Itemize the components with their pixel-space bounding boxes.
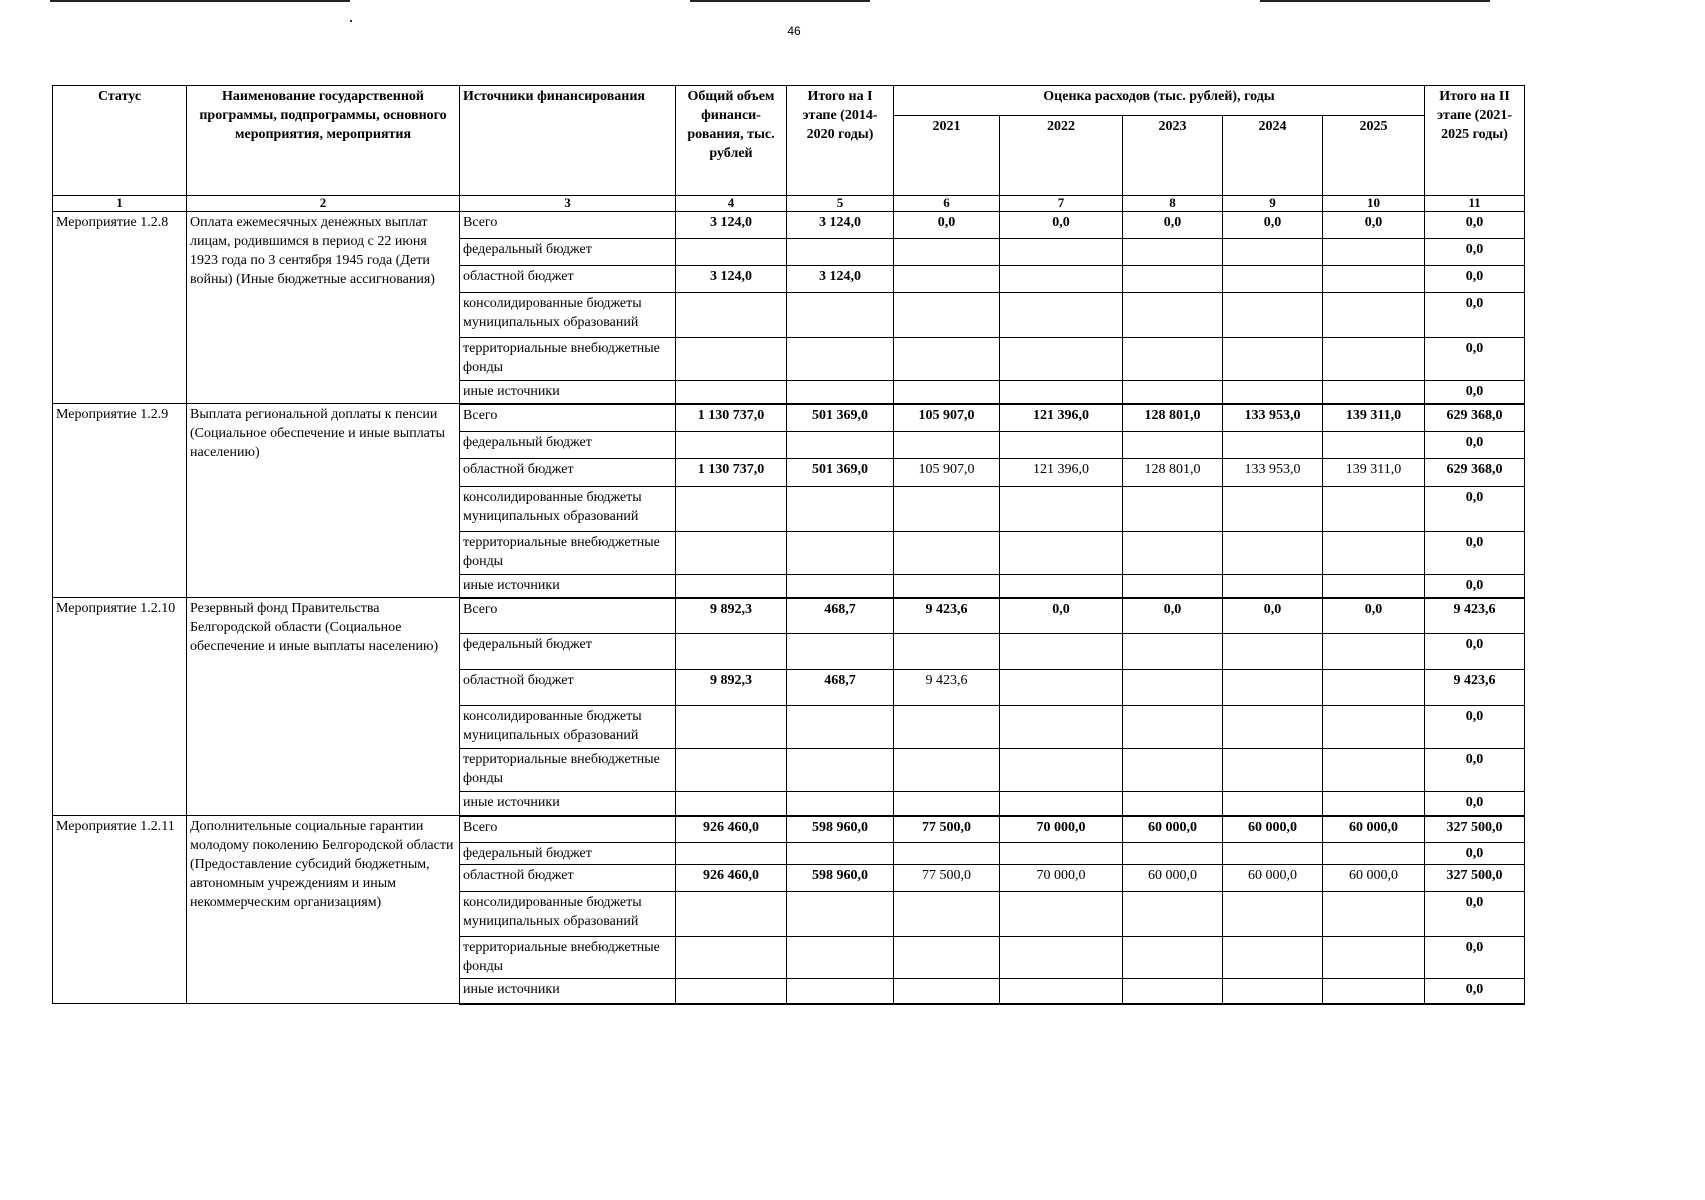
amount-cell <box>676 979 787 1004</box>
amount-cell <box>1223 937 1323 979</box>
amount-cell <box>787 575 894 598</box>
amount-cell: 60 000,0 <box>1223 865 1323 892</box>
amount-cell <box>1123 532 1223 575</box>
amount-cell <box>894 706 1000 749</box>
amount-cell: 0,0 <box>1425 706 1525 749</box>
amount-cell <box>1323 575 1425 598</box>
amount-cell: 105 907,0 <box>894 459 1000 487</box>
amount-cell <box>894 792 1000 816</box>
amount-cell <box>1323 338 1425 381</box>
amount-cell <box>676 532 787 575</box>
activity-status: Мероприятие 1.2.9 <box>53 404 187 598</box>
amount-cell <box>787 293 894 338</box>
amount-cell <box>676 892 787 937</box>
amount-cell <box>1000 532 1123 575</box>
amount-cell: 0,0 <box>1123 212 1223 239</box>
amount-cell <box>787 979 894 1004</box>
scan-speck <box>350 20 352 22</box>
amount-cell <box>676 381 787 404</box>
amount-cell: 133 953,0 <box>1223 459 1323 487</box>
amount-cell: 60 000,0 <box>1123 865 1223 892</box>
funding-source: консолидированные бюджеты муниципальных образований <box>460 892 676 937</box>
activity-name: Оплата ежемесячных денежных выплат лицам, родившимся в период с 22 июня 1923 года по 3 сентября 1945 года (Дети войны) (Иные бюджетные ассигнования) <box>187 212 460 404</box>
amount-cell: 629 368,0 <box>1425 404 1525 432</box>
amount-cell <box>894 266 1000 293</box>
amount-cell: 327 500,0 <box>1425 865 1525 892</box>
amount-cell: 9 423,6 <box>894 598 1000 634</box>
amount-cell <box>1000 239 1123 266</box>
amount-cell <box>1223 532 1323 575</box>
amount-cell <box>1123 937 1223 979</box>
amount-cell <box>676 338 787 381</box>
amount-cell: 468,7 <box>787 598 894 634</box>
header-stage2: Итого на II этапе (2021-2025 годы) <box>1425 86 1525 196</box>
amount-cell <box>1223 575 1323 598</box>
amount-cell <box>1323 266 1425 293</box>
header-year: 2025 <box>1323 116 1425 196</box>
amount-cell <box>1123 749 1223 792</box>
amount-cell: 327 500,0 <box>1425 816 1525 843</box>
scan-top-line <box>50 0 350 2</box>
amount-cell <box>676 575 787 598</box>
amount-cell <box>787 706 894 749</box>
amount-cell: 133 953,0 <box>1223 404 1323 432</box>
amount-cell <box>787 487 894 532</box>
amount-cell: 3 124,0 <box>676 212 787 239</box>
funding-source: иные источники <box>460 381 676 404</box>
column-index: 7 <box>1000 196 1123 212</box>
amount-cell <box>787 792 894 816</box>
amount-cell: 0,0 <box>1425 575 1525 598</box>
amount-cell <box>1000 749 1123 792</box>
amount-cell <box>1323 487 1425 532</box>
column-index: 6 <box>894 196 1000 212</box>
amount-cell: 1 130 737,0 <box>676 404 787 432</box>
activity-name: Выплата региональной доплаты к пенсии (Социальное обеспечение и иные выплаты населению) <box>187 404 460 598</box>
funding-source: федеральный бюджет <box>460 634 676 670</box>
amount-cell <box>787 634 894 670</box>
amount-cell: 60 000,0 <box>1223 816 1323 843</box>
amount-cell: 60 000,0 <box>1323 865 1425 892</box>
amount-cell: 121 396,0 <box>1000 404 1123 432</box>
amount-cell: 0,0 <box>1425 792 1525 816</box>
funding-source: областной бюджет <box>460 670 676 706</box>
amount-cell: 0,0 <box>1000 212 1123 239</box>
amount-cell <box>787 338 894 381</box>
amount-cell <box>1223 634 1323 670</box>
amount-cell: 0,0 <box>1223 212 1323 239</box>
amount-cell <box>1000 381 1123 404</box>
amount-cell <box>1123 239 1223 266</box>
amount-cell <box>894 937 1000 979</box>
funding-source: консолидированные бюджеты муниципальных образований <box>460 487 676 532</box>
header-name: Наименование государственной программы, подпрограммы, основного мероприятия, мероприятия <box>187 86 460 196</box>
column-index: 10 <box>1323 196 1425 212</box>
amount-cell: 9 892,3 <box>676 598 787 634</box>
amount-cell: 598 960,0 <box>787 816 894 843</box>
amount-cell <box>1000 634 1123 670</box>
header-year: 2022 <box>1000 116 1123 196</box>
amount-cell: 0,0 <box>1425 381 1525 404</box>
amount-cell <box>894 239 1000 266</box>
amount-cell <box>1223 843 1323 865</box>
funding-source: территориальные внебюджетные фонды <box>460 937 676 979</box>
amount-cell: 501 369,0 <box>787 404 894 432</box>
amount-cell <box>1000 575 1123 598</box>
amount-cell: 9 423,6 <box>1425 670 1525 706</box>
amount-cell: 468,7 <box>787 670 894 706</box>
amount-cell <box>1323 381 1425 404</box>
amount-cell: 0,0 <box>1425 843 1525 865</box>
column-index: 8 <box>1123 196 1223 212</box>
column-index: 3 <box>460 196 676 212</box>
amount-cell <box>894 575 1000 598</box>
amount-cell <box>1223 381 1323 404</box>
amount-cell: 598 960,0 <box>787 865 894 892</box>
amount-cell: 629 368,0 <box>1425 459 1525 487</box>
scan-top-line <box>1260 0 1490 2</box>
amount-cell: 9 892,3 <box>676 670 787 706</box>
amount-cell <box>676 749 787 792</box>
column-index: 1 <box>53 196 187 212</box>
amount-cell <box>1123 487 1223 532</box>
amount-cell <box>1323 979 1425 1004</box>
amount-cell <box>1323 937 1425 979</box>
activity-status: Мероприятие 1.2.10 <box>53 598 187 816</box>
amount-cell <box>1223 266 1323 293</box>
funding-source: областной бюджет <box>460 459 676 487</box>
column-index: 11 <box>1425 196 1525 212</box>
amount-cell: 139 311,0 <box>1323 404 1425 432</box>
amount-cell <box>1123 338 1223 381</box>
table-row <box>53 404 1525 432</box>
amount-cell <box>1000 670 1123 706</box>
amount-cell: 0,0 <box>1223 598 1323 634</box>
amount-cell <box>894 749 1000 792</box>
amount-cell <box>894 432 1000 459</box>
amount-cell <box>894 381 1000 404</box>
amount-cell <box>1323 532 1425 575</box>
table-row <box>53 816 1525 843</box>
amount-cell <box>787 239 894 266</box>
funding-source: территориальные внебюджетные фонды <box>460 338 676 381</box>
amount-cell <box>1223 338 1323 381</box>
amount-cell: 70 000,0 <box>1000 816 1123 843</box>
activity-name: Дополнительные социальные гарантии молодому поколению Белгородской области (Предоставление субсидий бюджетным, автономным учреждениям и иным некоммерческим организациям) <box>187 816 460 1004</box>
header-total: Общий объем финанси-рования, тыс. рублей <box>676 86 787 196</box>
header-status: Статус <box>53 86 187 196</box>
funding-source: территориальные внебюджетные фонды <box>460 532 676 575</box>
amount-cell <box>787 532 894 575</box>
amount-cell <box>1223 670 1323 706</box>
page-number: 46 <box>787 24 801 38</box>
amount-cell: 139 311,0 <box>1323 459 1425 487</box>
amount-cell <box>1123 670 1223 706</box>
amount-cell <box>1123 892 1223 937</box>
amount-cell: 121 396,0 <box>1000 459 1123 487</box>
amount-cell: 1 130 737,0 <box>676 459 787 487</box>
amount-cell <box>1223 792 1323 816</box>
amount-cell <box>894 293 1000 338</box>
funding-source: федеральный бюджет <box>460 843 676 865</box>
activity-status: Мероприятие 1.2.8 <box>53 212 187 404</box>
amount-cell <box>1123 706 1223 749</box>
amount-cell <box>1123 634 1223 670</box>
amount-cell: 501 369,0 <box>787 459 894 487</box>
amount-cell <box>1223 293 1323 338</box>
amount-cell <box>676 487 787 532</box>
amount-cell: 0,0 <box>1425 239 1525 266</box>
amount-cell <box>676 792 787 816</box>
amount-cell: 70 000,0 <box>1000 865 1123 892</box>
amount-cell <box>676 293 787 338</box>
amount-cell <box>1123 843 1223 865</box>
funding-source: консолидированные бюджеты муниципальных образований <box>460 293 676 338</box>
amount-cell: 0,0 <box>1425 432 1525 459</box>
funding-source: Всего <box>460 404 676 432</box>
amount-cell: 0,0 <box>1000 598 1123 634</box>
column-index: 5 <box>787 196 894 212</box>
funding-source: территориальные внебюджетные фонды <box>460 749 676 792</box>
amount-cell <box>1123 792 1223 816</box>
amount-cell: 3 124,0 <box>676 266 787 293</box>
funding-source: Всего <box>460 212 676 239</box>
amount-cell: 0,0 <box>1425 634 1525 670</box>
amount-cell <box>1123 575 1223 598</box>
amount-cell: 0,0 <box>894 212 1000 239</box>
amount-cell <box>1323 706 1425 749</box>
amount-cell <box>894 338 1000 381</box>
funding-source: иные источники <box>460 979 676 1004</box>
amount-cell: 0,0 <box>1123 598 1223 634</box>
amount-cell <box>1123 266 1223 293</box>
amount-cell <box>1223 487 1323 532</box>
amount-cell <box>894 979 1000 1004</box>
funding-source: областной бюджет <box>460 266 676 293</box>
amount-cell <box>787 843 894 865</box>
amount-cell: 3 124,0 <box>787 266 894 293</box>
amount-cell <box>676 239 787 266</box>
activity-status: Мероприятие 1.2.11 <box>53 816 187 1004</box>
amount-cell <box>1323 634 1425 670</box>
amount-cell: 77 500,0 <box>894 865 1000 892</box>
amount-cell <box>1123 979 1223 1004</box>
amount-cell: 0,0 <box>1425 293 1525 338</box>
amount-cell <box>1323 892 1425 937</box>
amount-cell <box>1223 432 1323 459</box>
amount-cell <box>1323 293 1425 338</box>
amount-cell <box>1223 706 1323 749</box>
amount-cell: 9 423,6 <box>894 670 1000 706</box>
funding-source: Всего <box>460 816 676 843</box>
amount-cell <box>1323 792 1425 816</box>
funding-source: иные источники <box>460 792 676 816</box>
amount-cell <box>676 432 787 459</box>
amount-cell <box>1323 432 1425 459</box>
funding-source: иные источники <box>460 575 676 598</box>
header-year: 2024 <box>1223 116 1323 196</box>
amount-cell: 0,0 <box>1425 937 1525 979</box>
amount-cell: 3 124,0 <box>787 212 894 239</box>
amount-cell <box>1223 239 1323 266</box>
amount-cell <box>787 432 894 459</box>
amount-cell <box>1000 338 1123 381</box>
amount-cell: 9 423,6 <box>1425 598 1525 634</box>
amount-cell: 0,0 <box>1425 212 1525 239</box>
amount-cell: 77 500,0 <box>894 816 1000 843</box>
amount-cell: 0,0 <box>1425 979 1525 1004</box>
amount-cell <box>1000 979 1123 1004</box>
amount-cell: 105 907,0 <box>894 404 1000 432</box>
scan-top-line <box>690 0 870 2</box>
amount-cell: 128 801,0 <box>1123 459 1223 487</box>
table-row <box>53 598 1525 634</box>
table-row <box>53 212 1525 239</box>
amount-cell <box>1323 239 1425 266</box>
activity-name: Резервный фонд Правительства Белгородской области (Социальное обеспечение и иные выплаты населению) <box>187 598 460 816</box>
header-year: 2023 <box>1123 116 1223 196</box>
amount-cell <box>1000 843 1123 865</box>
header-estimate: Оценка расходов (тыс. рублей), годы <box>894 86 1425 116</box>
amount-cell <box>1000 892 1123 937</box>
amount-cell <box>787 937 894 979</box>
amount-cell <box>676 937 787 979</box>
amount-cell <box>676 706 787 749</box>
amount-cell <box>1000 266 1123 293</box>
column-index: 9 <box>1223 196 1323 212</box>
amount-cell <box>1223 979 1323 1004</box>
column-index: 2 <box>187 196 460 212</box>
amount-cell <box>1123 381 1223 404</box>
amount-cell: 60 000,0 <box>1123 816 1223 843</box>
amount-cell: 926 460,0 <box>676 816 787 843</box>
amount-cell <box>1000 487 1123 532</box>
amount-cell <box>1000 937 1123 979</box>
amount-cell <box>1123 293 1223 338</box>
amount-cell: 60 000,0 <box>1323 816 1425 843</box>
amount-cell <box>1223 749 1323 792</box>
header-year: 2021 <box>894 116 1000 196</box>
amount-cell: 0,0 <box>1425 749 1525 792</box>
amount-cell <box>894 634 1000 670</box>
amount-cell <box>894 843 1000 865</box>
amount-cell: 0,0 <box>1425 487 1525 532</box>
column-index: 4 <box>676 196 787 212</box>
amount-cell <box>894 532 1000 575</box>
amount-cell: 926 460,0 <box>676 865 787 892</box>
amount-cell: 0,0 <box>1425 892 1525 937</box>
header-sources: Источники финансирования <box>460 86 676 196</box>
amount-cell <box>1000 706 1123 749</box>
amount-cell <box>1123 432 1223 459</box>
table-body <box>53 212 1525 1004</box>
amount-cell: 0,0 <box>1323 212 1425 239</box>
funding-source: Всего <box>460 598 676 634</box>
budget-table <box>52 85 1525 1005</box>
funding-source: областной бюджет <box>460 865 676 892</box>
amount-cell: 0,0 <box>1425 338 1525 381</box>
funding-source: федеральный бюджет <box>460 239 676 266</box>
amount-cell: 0,0 <box>1425 266 1525 293</box>
amount-cell <box>787 892 894 937</box>
header-stage1: Итого на I этапе (2014-2020 годы) <box>787 86 894 196</box>
amount-cell <box>894 892 1000 937</box>
amount-cell <box>1323 670 1425 706</box>
funding-source: федеральный бюджет <box>460 432 676 459</box>
amount-cell <box>787 749 894 792</box>
amount-cell: 0,0 <box>1425 532 1525 575</box>
amount-cell <box>1323 843 1425 865</box>
amount-cell <box>1000 293 1123 338</box>
amount-cell <box>676 843 787 865</box>
amount-cell: 0,0 <box>1323 598 1425 634</box>
amount-cell <box>1000 432 1123 459</box>
amount-cell <box>1000 792 1123 816</box>
amount-cell <box>787 381 894 404</box>
amount-cell <box>676 634 787 670</box>
amount-cell <box>1323 749 1425 792</box>
amount-cell: 128 801,0 <box>1123 404 1223 432</box>
amount-cell <box>1223 892 1323 937</box>
amount-cell <box>894 487 1000 532</box>
funding-source: консолидированные бюджеты муниципальных образований <box>460 706 676 749</box>
